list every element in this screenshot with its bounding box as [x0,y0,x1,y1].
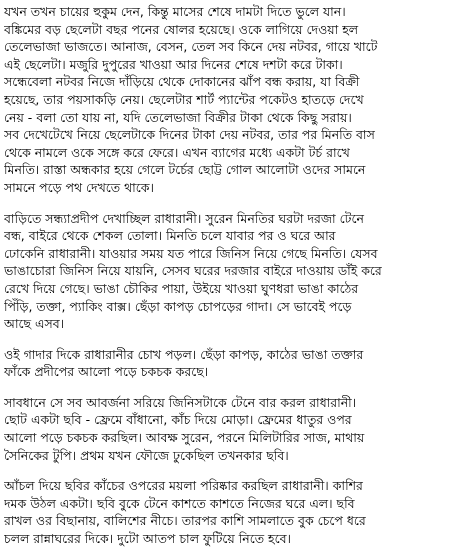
text-line: ছোট একটা ছবি - ফ্রেমে বাঁধানো, কাঁচ দিয়ে মোড়া। ফ্রেমের ধাতুর ওপর [4,412,352,428]
text-line: নেয় - বলা তো যায় না, যদি তেলেভাজা বিক্রীর টাকা থেকে কিছু সরায়। [4,109,352,125]
text-line: মিনতি। রাস্তা অন্ধকার হয়ে গেলে টর্চের ছোট্ট গোল আলোটা ওদের সামনে [4,162,366,178]
text-line: এই ছেলেটা। মজুরি দুপুরের খাওয়া আর দিনের শেষে দশটা করে টাকা। [4,56,343,72]
text-line: আলো পড়ে চকচক করছিল। আবক্ষ সুরেন, পরনে মিলিটারির সাজ, মাথায় [4,430,365,446]
text-line: ফাঁকে প্রদীপের আলো পড়ে চকচক করছে। [4,364,209,380]
text-line: আঁচল দিয়ে ছবির কাঁচের ওপরের ময়লা পরিষ্কার করছিল রাধারানী। কাশির [4,478,363,494]
text-line: রাখল ওর বিছানায়, বালিশের নীচে। তারপর কাশি সামলাতে বুক চেপে ধরে [4,513,366,529]
paragraph-2 [4,210,452,333]
text-line: থেকে নামলে ওকে সঙ্গে করে ফেরে। এখন ব্যাগের মধ্যে একটা টর্চ রাখে [4,144,350,160]
text-line: ভাঙাচোরা জিনিস নিয়ে যায়নি, সেসব ঘরের দরজার বাইরে দাওয়ায় ডাঁই করে [4,263,382,279]
text-line: রেখে দিয়ে গেছে। ভাঙা চৌকির পায়া, উইয়ে খাওয়া ঘুণধরা ভাঙা কাঠের [4,280,359,296]
text-line: বন্ধ, বাইরে থেকে শেকল তোলা। মিনতি চলে যাবার পর ও ঘরে আর [4,228,336,244]
paragraph-3 [4,346,452,381]
text-line: সামনে পড়ে পথ দেখতে থাকে। [4,179,154,195]
text-line: দমক উঠল একটা। ছবি বুকে টেনে কাশতে কাশতে নিজের ঘরে এল। ছবি [4,495,355,511]
text-line: যখন তখন চায়ের হুকুম দেন, কিন্তু মাসের শেষে দামটা দিতে ভুলে যান। [4,4,346,19]
paragraph-1 [4,3,452,197]
text-line: সন্ধেবেলা নটবর নিজে দাঁড়িয়ে থেকে দোকানের ঝাঁপ বন্ধ করায়, যা বিক্রী [4,74,360,90]
text-line: সব দেখেটেখে নিয়ে ছেলেটাকে দিনের টাকা দেয় নটবর, তার পর মিনতি বাস [4,127,375,143]
text-line: বঙ্কিমের বড় ছেলেটা বছর পনের ষোলর হয়েছে। ওকে লাগিয়ে দেওয়া হল [4,21,359,37]
paragraph-4 [4,394,452,464]
text-line: পিঁড়ি, তক্তা, প্যাকিং বাক্স। ছেঁড়া কাপড় চোপড়ের গাদা। সে ভাবেই পড়ে [4,298,352,314]
paragraph-5 [4,477,452,547]
text-line: সাবধানে সে সব আবর্জনা সরিয়ে জিনিসটাকে টেনে বার করল রাধারানী। [4,394,357,410]
text-line: ওই গাদার দিকে রাধারানীর চোখ পড়ল। ছেঁড়া কাপড়, কাঠের ভাঙা তক্তার [4,346,364,362]
text-line: সৈনিকের টুপি। প্রথম যখন ফৌজে ঢুকেছিল তখনকার ছবি। [4,447,289,463]
text-line: ঢোকেনি রাধারানী। যাওয়ার সময় যত পারে জিনিস নিয়ে গেছে মিনতি। যেসব [4,245,378,261]
text-line: হয়েছে, তার পয়সাকড়ি নেয়। ছেলেটার শার্ট প্যান্টের পকেটও হাতড়ে দেখে [4,91,364,107]
text-line: চলল রান্নাঘরের দিকে। দুটো আতপ চাল ফুটিয়ে নিতে হবে। [4,531,291,547]
text-line: আছে এসব। [4,316,65,332]
text-line: বাড়িতে সন্ধ্যাপ্রদীপ দেখাচ্ছিল রাধারানী। সুরেন মিনতির ঘরটা দরজা টেনে [4,210,364,226]
text-line: তেলেভাজা ভাজতে। আনাজ, বেসন, তেল সব কিনে দেয় নটবর, গায়ে খাটে [4,39,378,55]
